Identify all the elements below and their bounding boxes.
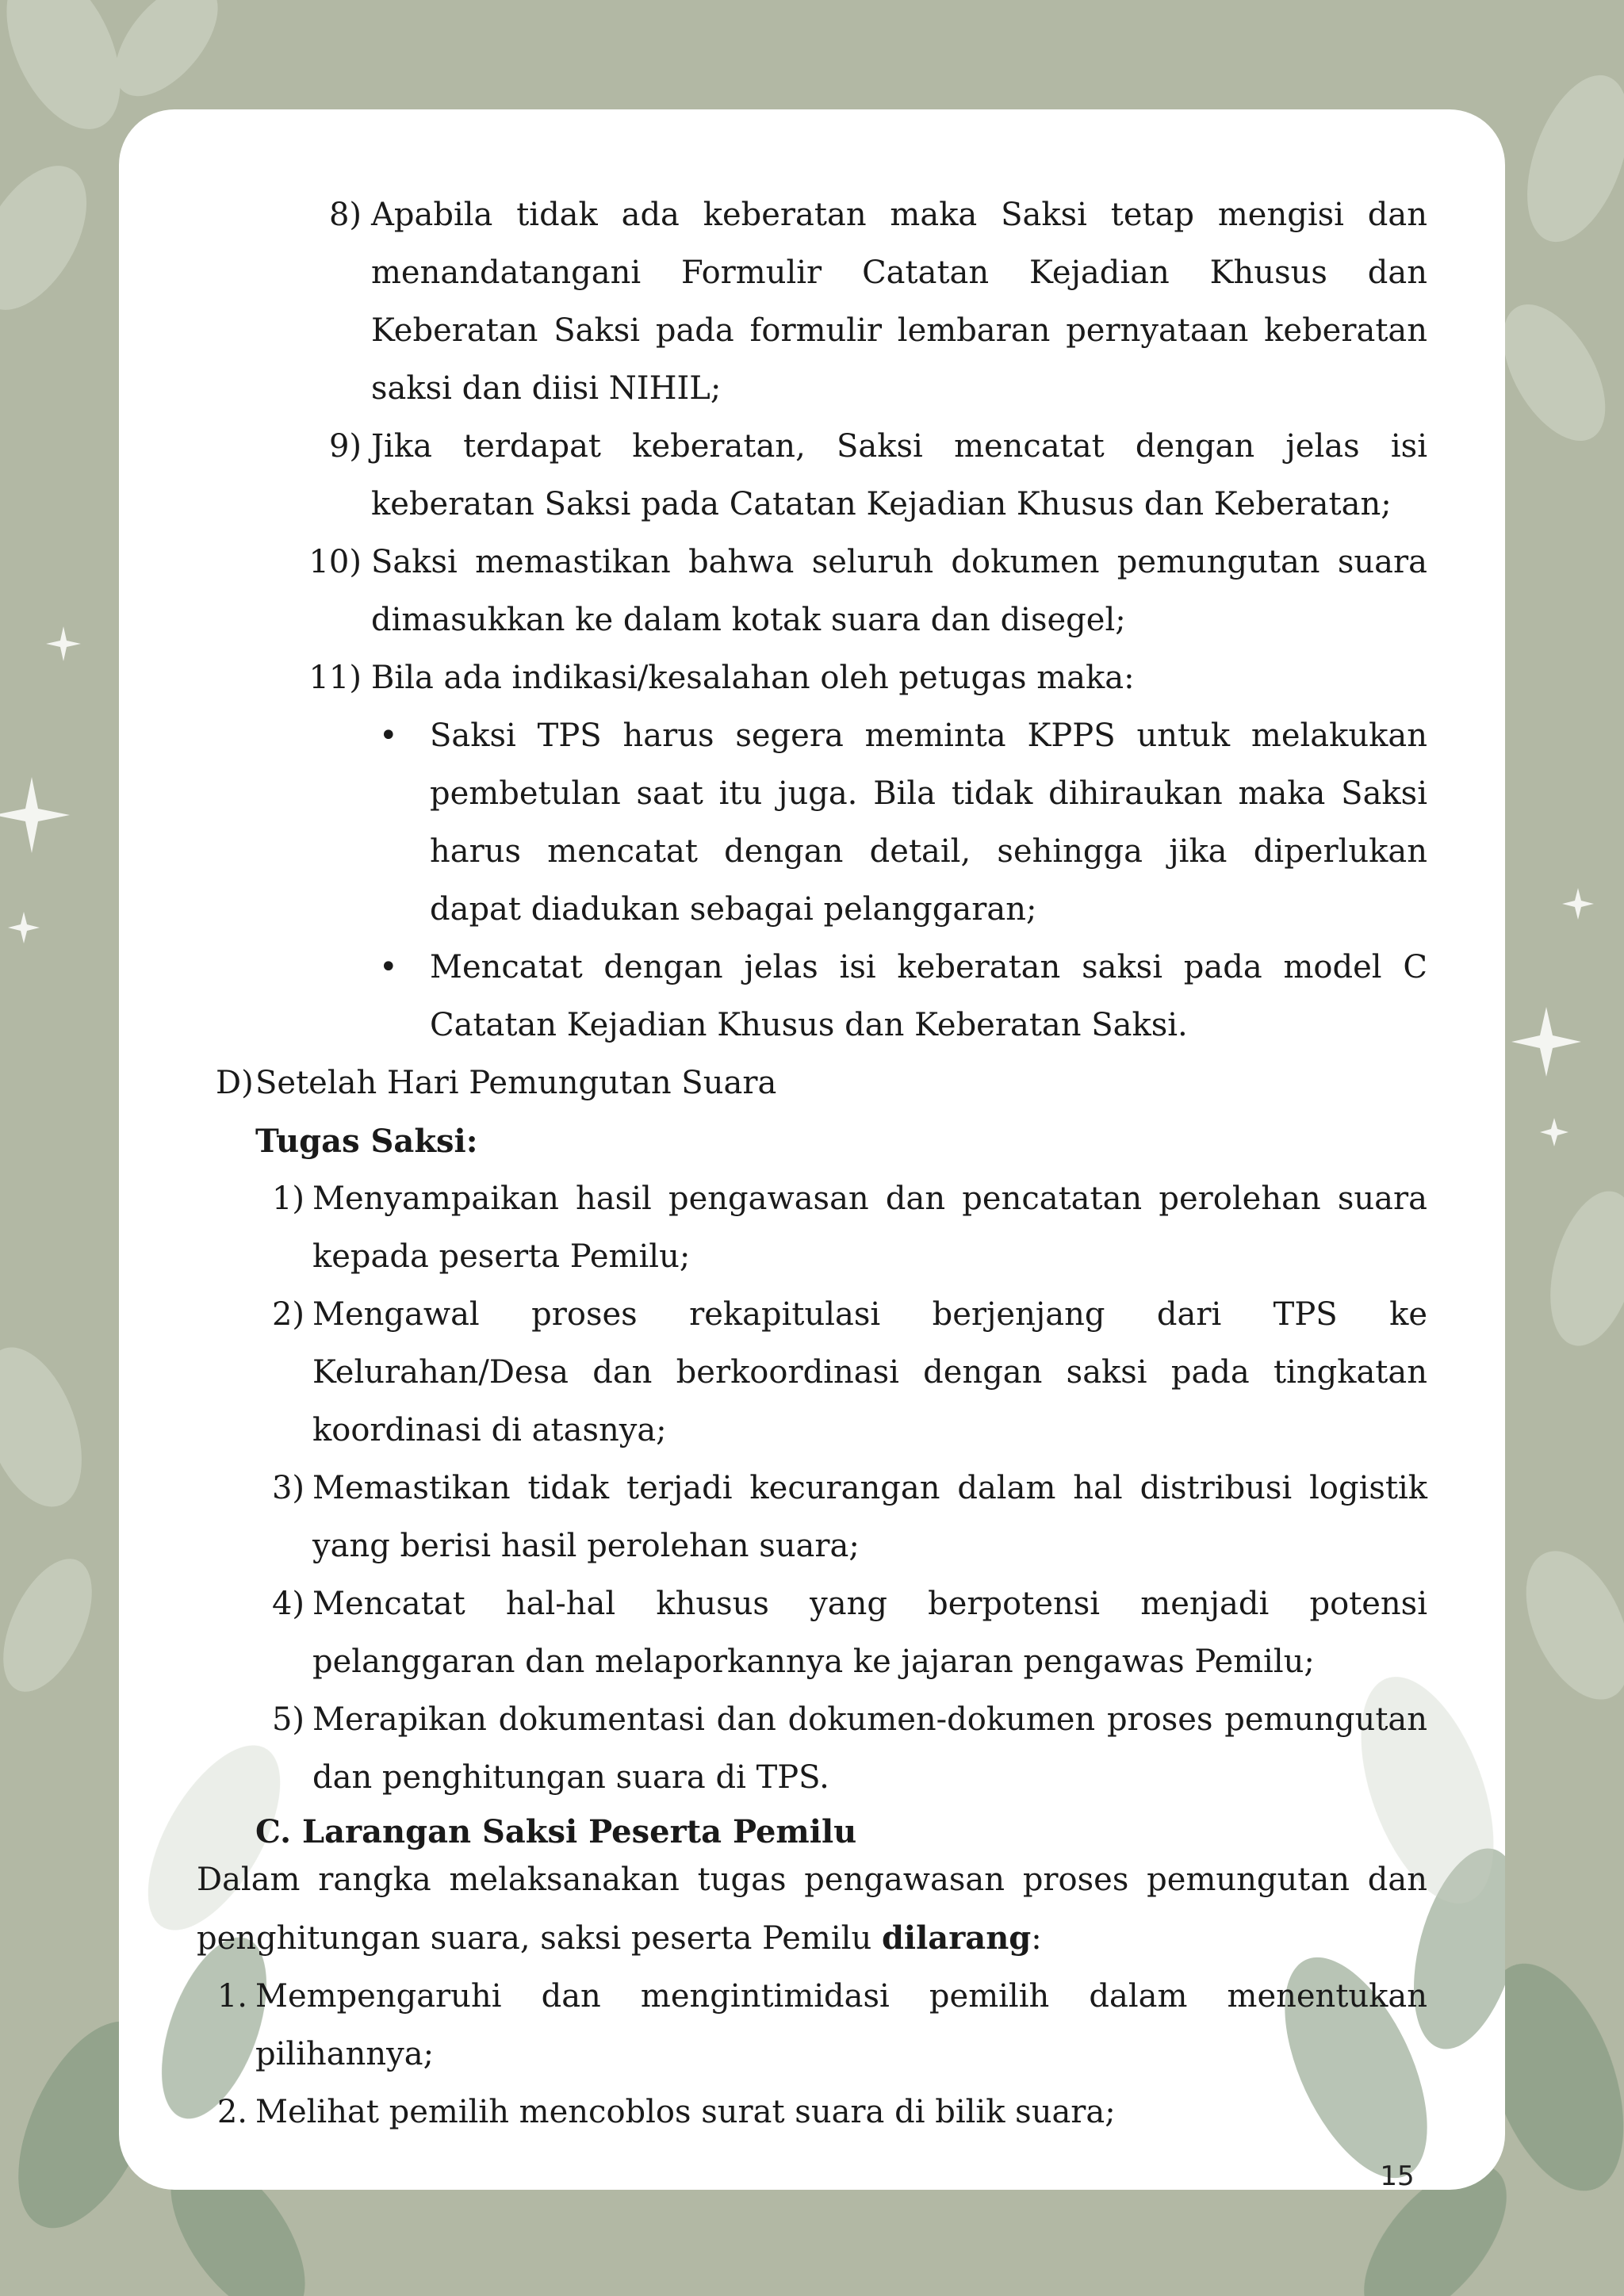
list-number: 2) [271,1296,304,1333]
list-text: Mencatat hal-hal khusus yang berpotensi menjadi potensi pelanggaran dan melaporkannya ke jajaran pengawas Pemilu; [312,1586,1427,1680]
list-item [271,1575,1427,1691]
list-item [271,1691,1427,1807]
bullet-list [197,707,1427,1054]
list-number: 3) [271,1470,304,1506]
larangan-list [197,1968,1427,2141]
list-text: Saksi memastikan bahwa seluruh dokumen pemungutan suara dimasukkan ke dalam kotak suara dan disegel; [371,544,1427,638]
list-item [271,1286,1427,1460]
list-number: 9) [328,428,362,465]
list-number: 1. [216,1978,247,2015]
list-text: Merapikan dokumentasi dan dokumen-dokumen proses pemungutan dan penghitungan suara di TPS. [312,1701,1427,1796]
list-number: 4) [271,1586,304,1622]
list-item [216,1968,1427,2084]
list-text: Apabila tidak ada keberatan maka Saksi tetap mengisi dan menandatangani Formulir Catatan Kejadian Khusus dan Keberatan Saksi pada formulir lembaran pernyataan keberatan saksi dan diisi NIHIL; [371,197,1427,407]
list-item [271,1170,1427,1286]
section-c-intro [197,1851,1427,1968]
section-c-heading: C. Larangan Saksi Peserta Pemilu [255,1813,857,1850]
bullet-text: Mencatat dengan jelas isi keberatan saksi pada model C Catatan Kejadian Khusus dan Keberatan Saksi. [430,949,1427,1043]
list-item [308,649,1427,707]
list-text: Memastikan tidak terjadi kecurangan dalam hal distribusi logistik yang berisi hasil perolehan suara; [312,1470,1427,1564]
list-number: 10) [308,544,362,580]
list-text: Jika terdapat keberatan, Saksi mencatat dengan jelas isi keberatan Saksi pada Catatan Kejadian Khusus dan Keberatan; [371,428,1427,522]
list-text: Bila ada indikasi/kesalahan oleh petugas maka: [371,660,1135,696]
list-number: 8) [328,197,362,233]
list-number: 5) [271,1701,304,1738]
list-items-8-11 [197,186,1427,707]
list-number: 2. [216,2094,247,2130]
section-d-heading [216,1054,1427,1112]
tugas-list [197,1170,1427,1807]
bullet-item [379,939,1427,1054]
list-item [328,418,1427,534]
list-item [308,534,1427,649]
intro-end: : [1031,1920,1042,1957]
list-text: Mempengaruhi dan mengintimidasi pemilih dalam menentukan pilihannya; [255,1978,1427,2072]
list-text: Menyampaikan hasil pengawasan dan pencatatan perolehan suara kepada peserta Pemilu; [312,1181,1427,1275]
section-title: Setelah Hari Pemungutan Suara [255,1065,777,1101]
intro-text: Dalam rangka melaksanakan tugas pengawasan proses pemungutan dan penghitungan suara, saksi peserta Pemilu [197,1862,1427,1957]
list-item [216,2084,1427,2141]
bullet-icon: • [379,949,398,985]
page-card [119,109,1505,2190]
list-item [271,1460,1427,1575]
page-number: 15 [1380,2160,1415,2192]
tugas-heading: Tugas Saksi: [255,1123,478,1160]
bullet-text: Saksi TPS harus segera meminta KPPS untuk melakukan pembetulan saat itu juga. Bila tidak dihiraukan maka Saksi harus mencatat dengan detail, sehingga jika diperlukan dapat diadukan sebagai pelanggaran; [430,718,1427,928]
list-text: Melihat pemilih mencoblos surat suara di bilik suara; [255,2094,1116,2130]
list-number: 11) [308,660,362,696]
section-label: D) [216,1065,254,1101]
document-body [197,186,1427,2141]
intro-bold: dilarang [881,1919,1032,1957]
list-text: Mengawal proses rekapitulasi berjenjang dari TPS ke Kelurahan/Desa dan berkoordinasi dengan saksi pada tingkatan koordinasi di atasnya; [312,1296,1427,1448]
bullet-item [379,707,1427,939]
bullet-icon: • [379,718,398,754]
list-number: 1) [271,1181,304,1217]
list-item [328,186,1427,418]
